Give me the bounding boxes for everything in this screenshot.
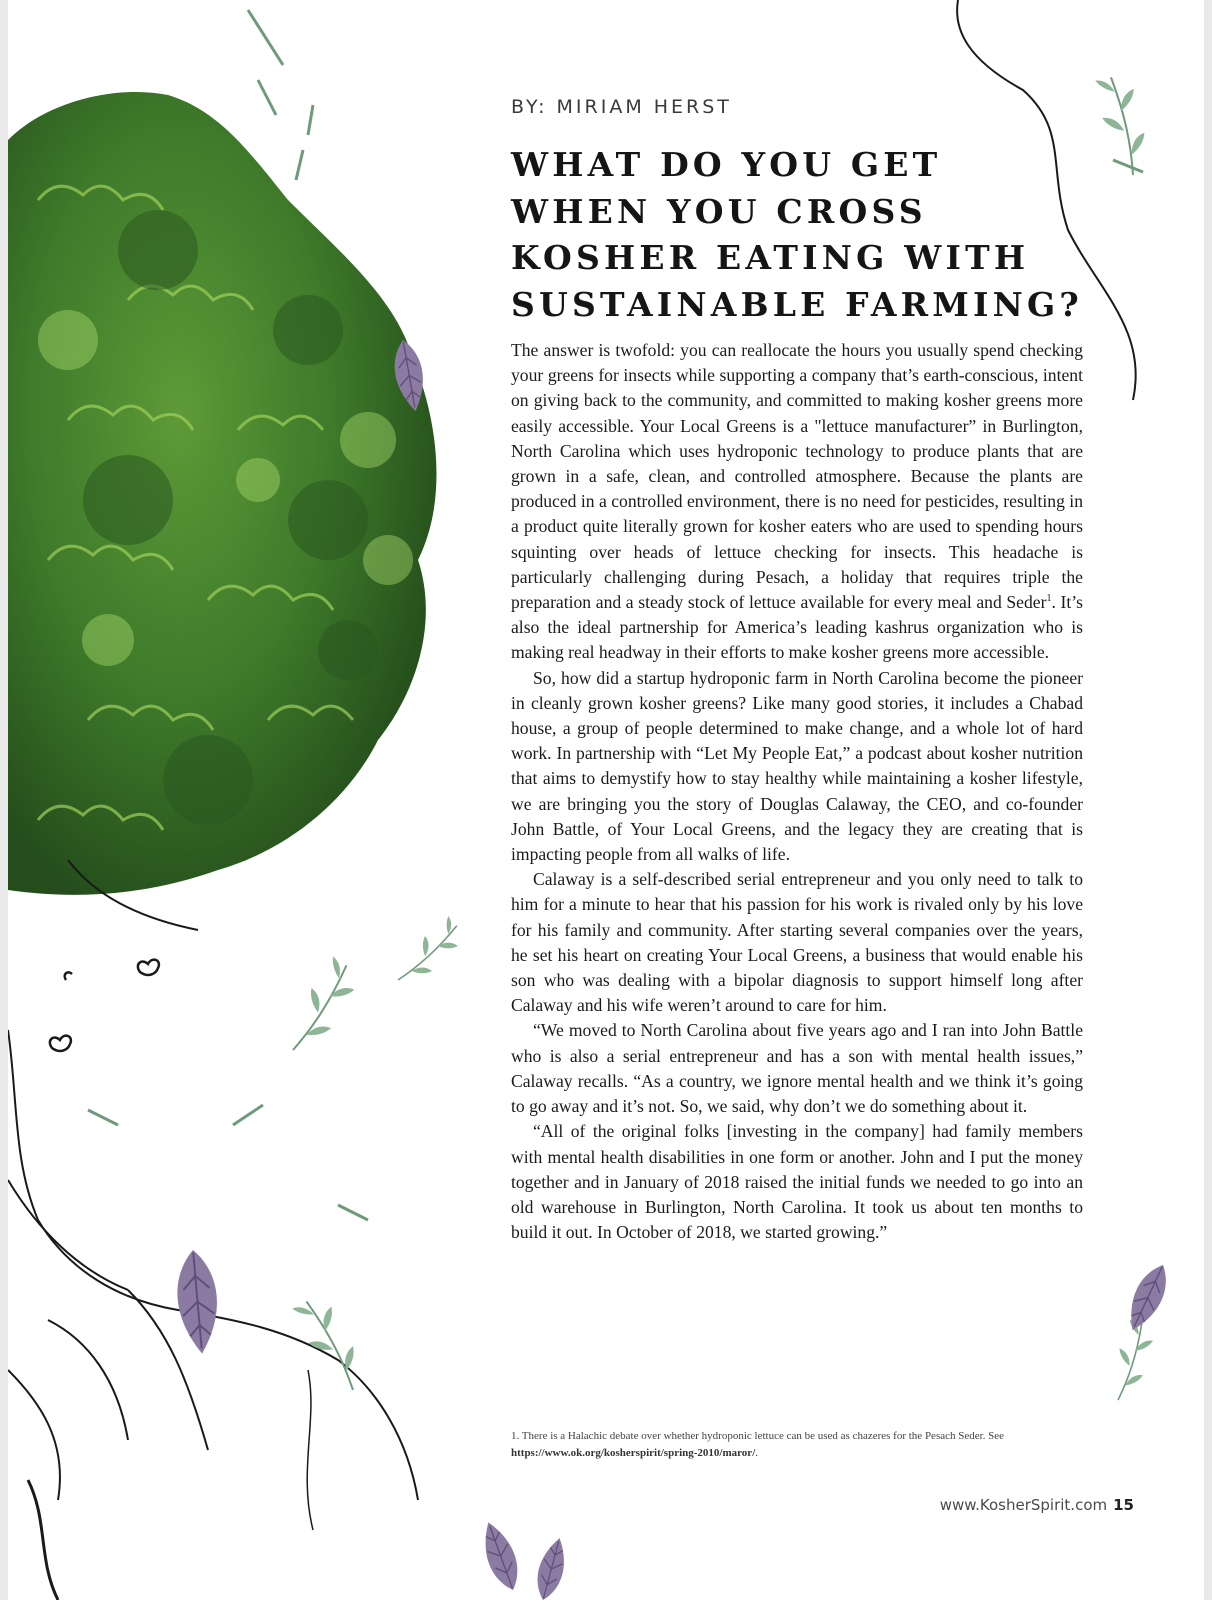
article-body <box>511 338 1083 1245</box>
article-headline: WHAT DO YOU GET WHEN YOU CROSS KOSHER EATING WITH SUSTAINABLE FARMING? <box>511 145 1083 324</box>
paragraph-2: So, how did a startup hydroponic farm in North Carolina become the pioneer in cleanly grown kosher greens? Like many good stories, it includes a Chabad house, a group of people determined to make change, and a whole lot of hard work. In partnership with “Let My People Eat,” a podcast about kosher nutrition that aims to demystify how to stay healthy while maintaining a kosher lifestyle, we are bringing you the story of Douglas Calaway, the CEO, and co-founder John Battle, of Your Local Greens, and the legacy they are creating that is impacting people from all walks of life. <box>511 667 1083 865</box>
footnote-ref[interactable]: 1 <box>1046 593 1052 605</box>
byline: BY: MIRIAM HERST <box>511 96 732 118</box>
paragraph-4: “We moved to North Carolina about five years ago and I ran into John Battle who is also a serial entrepreneur and has a son with mental health issues,” Calaway recalls. “As a country, we ignore mental health and we think it’s going to go away and it’s not. So, we said, why don’t we do something about it. <box>511 1020 1083 1117</box>
page-footer <box>940 1496 1134 1514</box>
footnote: 1. There is a Halachic debate over whether hydroponic lettuce can be used as chazeres for the Pesach Seder. See https://www.ok.org/kosherspirit/spring-2010/maror/. <box>511 1430 1005 1459</box>
page-number: 15 <box>1113 1496 1134 1514</box>
magazine-page <box>8 0 1204 1600</box>
kale-illustration <box>8 92 437 895</box>
heart-doodles <box>50 960 159 1051</box>
paragraph-5: “All of the original folks [investing in the company] had family members with mental health disabilities in one form or another. John and I put the money together and in January of 2018 raised the initial funds we needed to go into an old warehouse in Burlington, North Carolina. It took us about ten months to build it out. In October of 2018, we started growing.” <box>511 1121 1083 1243</box>
paragraph-3: Calaway is a self-described serial entrepreneur and you only need to talk to him for a minute to hear that his passion for his work is rivaled only by his love for his family and community. After starting several companies over the years, he set his heart on creating Your Local Greens, a business that would enable his son who was dealing with a bipolar diagnosis to support himself long after Calaway and his wife weren’t around to care for him. <box>511 869 1083 1016</box>
paragraph-1: The answer is twofold: you can reallocate the hours you usually spend checking your greens for insects while supporting a company that’s earth-conscious, intent on giving back to the community, and committed to making kosher greens more easily accessible. Your Local Greens is a "lettuce manufacturer” in Burlington, North Carolina which uses hydroponic technology to produce plants that are grown in a safe, clean, and controlled atmosphere. Because the plants are produced in a controlled environment, there is no need for pesticides, resulting in a product quite literally grown for kosher eaters who are used to spending hours squinting over heads of lettuce checking for insects. This headache is particularly challenging during Pesach, a holiday that requires triple the preparation and a steady stock of lettuce available for every meal and Seder$^1$. It’s also the ideal partnership for America’s leading kashrus organization who is making real headway in their efforts to make kosher greens more accessible. <box>511 340 1083 663</box>
footnote-link[interactable]: https://www.ok.org/kosherspirit/spring-2010/maror/ <box>511 1447 756 1459</box>
website-url[interactable]: www.KosherSpirit.com <box>939 1496 1108 1514</box>
